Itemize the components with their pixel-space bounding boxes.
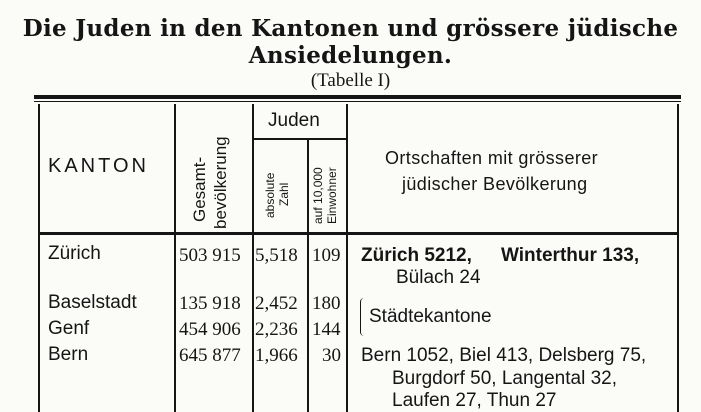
row-gesamt: 503 915 xyxy=(179,245,241,266)
staedte-note: Städtekantone xyxy=(369,306,492,327)
row-auf: 30 xyxy=(322,345,341,366)
header-auf-line1: auf 10,000 xyxy=(311,167,325,224)
row-absolut: 2,452 xyxy=(255,293,298,314)
table-border-left xyxy=(38,104,40,412)
row-absolut: 1,966 xyxy=(255,345,298,366)
top-rule-thin xyxy=(34,101,681,102)
table-subtitle: (Tabelle I) xyxy=(310,70,391,91)
header-ortschaften-line2: jüdischer Bevölkerung xyxy=(402,174,588,194)
table-title-line2: Ansiedelungen. xyxy=(248,42,453,69)
header-ortschaften-line1: Ortschaften mit grösserer xyxy=(385,148,599,168)
header-gesamt-line2: bevölkerung xyxy=(211,136,230,229)
row-auf: 109 xyxy=(312,245,341,266)
row-absolut: 2,236 xyxy=(255,319,298,340)
row-kanton: Zürich xyxy=(48,243,101,264)
row-orte: Bern 1052, Biel 413, Delsberg 75, xyxy=(361,345,647,366)
header-auf-line2: Einwohner xyxy=(325,167,339,224)
table-border-right xyxy=(677,104,679,412)
row-orte: Winterthur 133, xyxy=(501,245,640,266)
header-bottom-rule xyxy=(38,232,679,235)
row-gesamt: 454 906 xyxy=(179,319,241,340)
top-rule-thick xyxy=(34,95,681,99)
table-title-line1: Die Juden in den Kantonen und grössere jüdische xyxy=(22,15,679,42)
staedte-brace xyxy=(360,298,367,336)
header-gesamt-line1: Gesamt- xyxy=(190,156,209,222)
column-divider xyxy=(307,140,309,412)
column-divider xyxy=(346,104,348,412)
row-orte: Bülach 24 xyxy=(396,267,481,288)
row-kanton: Genf xyxy=(48,318,90,339)
column-divider xyxy=(174,104,176,412)
row-orte: Zürich 5212, xyxy=(361,245,472,266)
row-gesamt: 645 877 xyxy=(179,345,241,366)
row-gesamt: 135 918 xyxy=(179,293,241,314)
header-juden: Juden xyxy=(268,110,320,131)
header-kanton: KANTON xyxy=(48,155,149,177)
row-kanton: Baselstadt xyxy=(48,292,137,313)
column-divider xyxy=(252,104,254,412)
row-orte: Laufen 27, Thun 27 xyxy=(392,390,557,411)
row-kanton: Bern xyxy=(48,344,89,365)
row-orte: Burgdorf 50, Langental 32, xyxy=(392,368,618,389)
row-auf: 180 xyxy=(312,293,341,314)
row-absolut: 5,518 xyxy=(255,245,298,266)
juden-header-rule xyxy=(252,138,348,140)
header-absolute-line1: absolute xyxy=(263,172,277,218)
header-absolute-line2: Zahl xyxy=(277,182,291,206)
row-auf: 144 xyxy=(312,319,341,340)
